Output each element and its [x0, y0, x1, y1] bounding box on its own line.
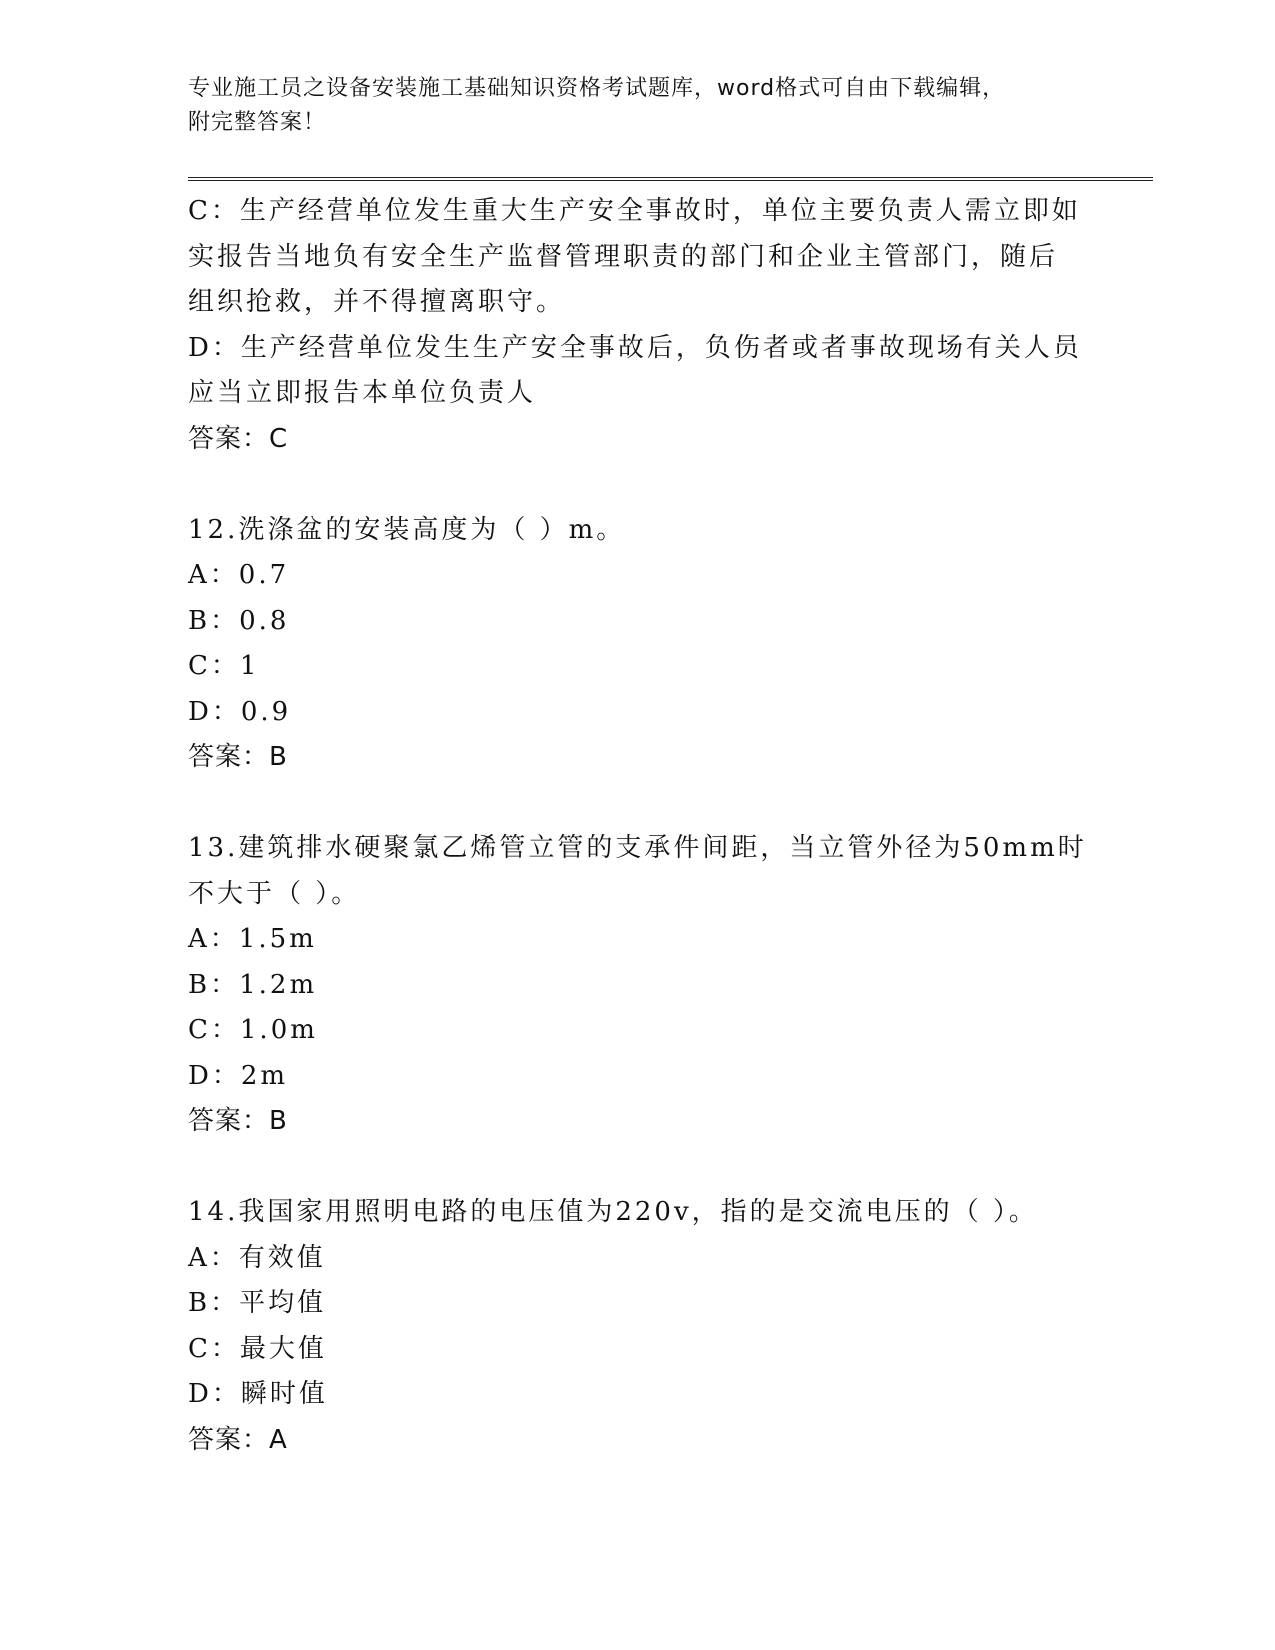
answer-line: 答案：B [188, 1106, 288, 1136]
answer-line: 答案：A [188, 1424, 288, 1455]
header-divider [188, 177, 1153, 181]
option-d: D：0.9 [188, 696, 292, 727]
answer-line: 答案：C [188, 423, 289, 454]
option-c: C：最大值 [188, 1333, 327, 1364]
option-d: D：2m [188, 1060, 289, 1091]
option-a: A：0.7 [188, 560, 290, 590]
option-b: B：1.2m [188, 969, 318, 1000]
page-header [188, 72, 1088, 140]
option-c-line: 组织抢救，并不得擅离职守。 [188, 287, 566, 317]
question-spacer [188, 1145, 1088, 1191]
question-13 [188, 826, 1088, 1145]
answer-line: 答案：B [188, 742, 288, 772]
option-b: B：平均值 [188, 1288, 327, 1318]
header-line-1: 专业施工员之设备安装施工基础知识资格考试题库，word格式可自由下载编辑， [188, 76, 1006, 101]
option-a: A：有效值 [188, 1242, 326, 1273]
question-14 [188, 1190, 1088, 1463]
question-stem: 13.建筑排水硬聚氯乙烯管立管的支承件间距，当立管外径为50mm时 [188, 833, 1087, 863]
carryover-question [188, 189, 1088, 462]
question-stem: 14.我国家用照明电路的电压值为220v，指的是交流电压的（ ）。 [188, 1197, 1038, 1227]
question-stem: 不大于（ ）。 [188, 878, 361, 909]
option-c-line: 实报告当地负有安全生产监督管理职责的部门和企业主管部门，随后 [188, 241, 1059, 272]
question-12 [188, 508, 1088, 781]
option-d: D：瞬时值 [188, 1379, 328, 1409]
option-c: C：1.0m [188, 1015, 318, 1045]
option-b: B：0.8 [188, 605, 290, 636]
option-c-line: C：生产经营单位发生重大生产安全事故时，单位主要负责人需立即如 [188, 196, 1081, 226]
question-stem: 12.洗涤盆的安装高度为（ ）m。 [188, 514, 626, 545]
option-d-line: D：生产经营单位发生生产安全事故后，负伤者或者事故现场有关人员 [188, 332, 1082, 363]
option-d-line: 应当立即报告本单位负责人 [188, 378, 537, 408]
question-spacer [188, 462, 1088, 508]
header-line-2: 附完整答案！ [188, 110, 327, 135]
option-c: C：1 [188, 651, 260, 681]
option-a: A：1.5m [188, 924, 317, 954]
question-spacer [188, 781, 1088, 827]
document-body [188, 189, 1088, 1463]
